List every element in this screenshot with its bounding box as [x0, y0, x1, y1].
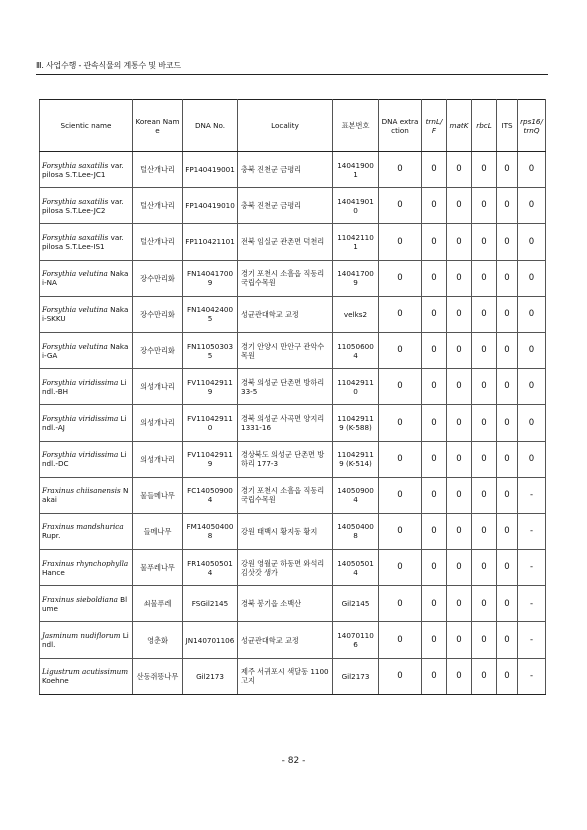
species-epithet: Forsythia saxatilis: [42, 232, 109, 242]
species-epithet: Forsythia velutina: [42, 341, 108, 351]
species-author: var. pilosa S.T.Lee-JC2: [42, 196, 124, 215]
species-author: Nakai-SKKU: [42, 305, 129, 324]
table-row: [40, 224, 546, 260]
cell-dna-extraction: 0: [379, 332, 422, 368]
cell-rps16-trnq: 0: [518, 369, 546, 405]
col-korean-name: Korean Name: [133, 100, 183, 152]
table-row: [40, 332, 546, 368]
species-author: Nakai: [42, 486, 129, 505]
cell-specimen-no: 140419010: [333, 188, 379, 224]
cell-dna-extraction: 0: [379, 550, 422, 586]
cell-its: 0: [497, 188, 518, 224]
species-author: Lindl.: [42, 631, 129, 650]
cell-rbcl: 0: [472, 152, 497, 188]
cell-specimen-no: 110429110: [333, 369, 379, 405]
cell-scientific-name: [40, 332, 133, 368]
cell-dna-extraction: 0: [379, 658, 422, 694]
cell-scientific-name: [40, 622, 133, 658]
cell-specimen-no: velks2: [333, 296, 379, 332]
table-body: [40, 152, 546, 695]
cell-its: 0: [497, 369, 518, 405]
cell-specimen-no: 140509004: [333, 477, 379, 513]
cell-korean-name: 장수만리화: [133, 296, 183, 332]
cell-rbcl: 0: [472, 369, 497, 405]
col-trnl-f: trnL/F: [422, 100, 447, 152]
col-specimen-no: 표본번호: [333, 100, 379, 152]
cell-rbcl: 0: [472, 513, 497, 549]
cell-rbcl: 0: [472, 622, 497, 658]
cell-matk: 0: [447, 513, 472, 549]
table-row: [40, 152, 546, 188]
table-row: [40, 513, 546, 549]
col-its: ITS: [497, 100, 518, 152]
species-epithet: Forsythia saxatilis: [42, 196, 109, 206]
cell-scientific-name: [40, 224, 133, 260]
page-number: - 82 -: [281, 756, 306, 766]
cell-korean-name: 의성개나리: [133, 441, 183, 477]
cell-dna-no: FV110429119: [183, 369, 238, 405]
cell-scientific-name: [40, 477, 133, 513]
col-matk: matK: [447, 100, 472, 152]
cell-trnl-f: 0: [422, 441, 447, 477]
cell-specimen-no: 140505014: [333, 550, 379, 586]
cell-matk: 0: [447, 550, 472, 586]
species-epithet: Forsythia saxatilis: [42, 160, 109, 170]
cell-locality: 충북 진천군 금평리: [238, 188, 333, 224]
cell-specimen-no: 110421101: [333, 224, 379, 260]
cell-scientific-name: [40, 405, 133, 441]
cell-korean-name: 영춘화: [133, 622, 183, 658]
cell-trnl-f: 0: [422, 550, 447, 586]
species-epithet: Fraxinus mandshurica: [42, 522, 124, 532]
cell-trnl-f: 0: [422, 224, 447, 260]
cell-locality: 경북 봉기읍 소백산: [238, 586, 333, 622]
species-author: Rupr.: [42, 531, 61, 541]
cell-trnl-f: 0: [422, 513, 447, 549]
cell-trnl-f: 0: [422, 188, 447, 224]
cell-trnl-f: 0: [422, 405, 447, 441]
table-row: [40, 586, 546, 622]
table-row: [40, 477, 546, 513]
cell-rps16-trnq: 0: [518, 152, 546, 188]
table-row: [40, 188, 546, 224]
cell-rbcl: 0: [472, 188, 497, 224]
species-author: Nakai-NA: [42, 269, 129, 288]
table-header-row: [40, 100, 546, 152]
cell-locality: 전북 임실군 관촌면 덕천리: [238, 224, 333, 260]
cell-matk: 0: [447, 296, 472, 332]
cell-dna-no: FR140505014: [183, 550, 238, 586]
cell-dna-extraction: 0: [379, 405, 422, 441]
cell-specimen-no: Gil2145: [333, 586, 379, 622]
cell-dna-no: FV110429119: [183, 441, 238, 477]
cell-dna-extraction: 0: [379, 260, 422, 296]
cell-rbcl: 0: [472, 586, 497, 622]
cell-its: 0: [497, 152, 518, 188]
cell-dna-no: FN140417009: [183, 260, 238, 296]
species-author: Koehne: [42, 676, 69, 686]
cell-korean-name: 장수만리화: [133, 260, 183, 296]
cell-dna-extraction: 0: [379, 586, 422, 622]
cell-matk: 0: [447, 405, 472, 441]
cell-specimen-no: 110429119 (K-514): [333, 441, 379, 477]
cell-locality: 성균관대학교 교정: [238, 296, 333, 332]
cell-scientific-name: [40, 441, 133, 477]
cell-locality: 강원 태백시 황지동 황지: [238, 513, 333, 549]
cell-specimen-no: 140504008: [333, 513, 379, 549]
cell-its: 0: [497, 224, 518, 260]
cell-scientific-name: [40, 513, 133, 549]
table-row: [40, 369, 546, 405]
cell-dna-extraction: 0: [379, 224, 422, 260]
cell-dna-extraction: 0: [379, 622, 422, 658]
cell-matk: 0: [447, 622, 472, 658]
cell-its: 0: [497, 550, 518, 586]
table-row: [40, 441, 546, 477]
cell-rbcl: 0: [472, 441, 497, 477]
species-author: var. pilosa S.T.Lee-JC1: [42, 160, 124, 179]
cell-trnl-f: 0: [422, 369, 447, 405]
cell-locality: 경북 의성군 단촌면 방하리 33-5: [238, 369, 333, 405]
col-dna-extraction: DNA extraction: [379, 100, 422, 152]
cell-rps16-trnq: 0: [518, 441, 546, 477]
cell-korean-name: 의성개나리: [133, 369, 183, 405]
species-epithet: Forsythia velutina: [42, 269, 108, 279]
cell-rbcl: 0: [472, 224, 497, 260]
cell-its: 0: [497, 477, 518, 513]
cell-locality: 경기 포천시 소흘읍 직동리 국립수목원: [238, 260, 333, 296]
cell-specimen-no: 140701106: [333, 622, 379, 658]
page-header: Ⅲ. 사업수행 - 관속식물의 계통수 및 바코드: [36, 61, 181, 70]
cell-specimen-no: 110429119 (K-588): [333, 405, 379, 441]
cell-trnl-f: 0: [422, 586, 447, 622]
cell-rbcl: 0: [472, 477, 497, 513]
table-row: [40, 658, 546, 694]
cell-dna-no: JN140701106: [183, 622, 238, 658]
table-row: [40, 405, 546, 441]
cell-dna-no: FSGil2145: [183, 586, 238, 622]
cell-its: 0: [497, 296, 518, 332]
cell-korean-name: 털산개나리: [133, 152, 183, 188]
cell-rps16-trnq: 0: [518, 332, 546, 368]
cell-korean-name: 들메나무: [133, 513, 183, 549]
cell-locality: 충북 진천군 금평리: [238, 152, 333, 188]
species-epithet: Ligustrum acutissimum: [42, 667, 129, 677]
cell-dna-extraction: 0: [379, 477, 422, 513]
cell-its: 0: [497, 332, 518, 368]
table-row: [40, 296, 546, 332]
cell-its: 0: [497, 586, 518, 622]
species-author: Lindl.-DC: [42, 450, 127, 469]
species-author: Hance: [42, 567, 65, 577]
col-scientific-name: Scientic name: [40, 100, 133, 152]
cell-korean-name: 털산개나리: [133, 224, 183, 260]
cell-dna-extraction: 0: [379, 296, 422, 332]
cell-dna-no: FP110421101: [183, 224, 238, 260]
cell-rps16-trnq: -: [518, 586, 546, 622]
cell-trnl-f: 0: [422, 332, 447, 368]
table-row: [40, 260, 546, 296]
species-epithet: Forsythia viridissima: [42, 413, 119, 423]
cell-its: 0: [497, 260, 518, 296]
cell-its: 0: [497, 658, 518, 694]
species-epithet: Forsythia velutina: [42, 305, 108, 315]
cell-dna-extraction: 0: [379, 188, 422, 224]
cell-dna-no: FC140509004: [183, 477, 238, 513]
col-rbcl: rbcL: [472, 100, 497, 152]
species-author: Lindl.-AJ: [42, 413, 127, 432]
cell-korean-name: 털산개나리: [133, 188, 183, 224]
cell-scientific-name: [40, 369, 133, 405]
cell-dna-no: FV110429110: [183, 405, 238, 441]
cell-locality: 경기 안양시 만안구 관악수목원: [238, 332, 333, 368]
species-epithet: Jasminum nudiflorum: [42, 631, 121, 641]
cell-rbcl: 0: [472, 296, 497, 332]
cell-matk: 0: [447, 224, 472, 260]
col-rps16-trnq: rps16/trnQ: [518, 100, 546, 152]
cell-trnl-f: 0: [422, 296, 447, 332]
cell-locality: 경기 포천시 소흘읍 직동리 국립수목원: [238, 477, 333, 513]
cell-matk: 0: [447, 586, 472, 622]
cell-matk: 0: [447, 369, 472, 405]
cell-korean-name: 물푸레나무: [133, 550, 183, 586]
cell-matk: 0: [447, 260, 472, 296]
cell-trnl-f: 0: [422, 622, 447, 658]
cell-rps16-trnq: 0: [518, 260, 546, 296]
cell-trnl-f: 0: [422, 152, 447, 188]
table-row: [40, 622, 546, 658]
cell-scientific-name: [40, 586, 133, 622]
cell-scientific-name: [40, 152, 133, 188]
cell-scientific-name: [40, 296, 133, 332]
cell-rps16-trnq: -: [518, 622, 546, 658]
cell-dna-no: FP140419010: [183, 188, 238, 224]
species-author: var. pilosa S.T.Lee-IS1: [42, 232, 124, 251]
cell-rbcl: 0: [472, 332, 497, 368]
cell-matk: 0: [447, 188, 472, 224]
cell-rps16-trnq: -: [518, 550, 546, 586]
cell-specimen-no: 110506004: [333, 332, 379, 368]
cell-dna-no: Gil2173: [183, 658, 238, 694]
cell-its: 0: [497, 441, 518, 477]
cell-matk: 0: [447, 658, 472, 694]
cell-its: 0: [497, 513, 518, 549]
cell-scientific-name: [40, 658, 133, 694]
cell-rbcl: 0: [472, 260, 497, 296]
col-dna-no: DNA No.: [183, 100, 238, 152]
cell-rbcl: 0: [472, 658, 497, 694]
cell-dna-no: FM140504008: [183, 513, 238, 549]
cell-specimen-no: Gil2173: [333, 658, 379, 694]
cell-rps16-trnq: -: [518, 477, 546, 513]
cell-korean-name: 산동쥐똥나무: [133, 658, 183, 694]
cell-matk: 0: [447, 441, 472, 477]
cell-rps16-trnq: 0: [518, 296, 546, 332]
cell-specimen-no: 140417009: [333, 260, 379, 296]
cell-scientific-name: [40, 550, 133, 586]
cell-locality: 강원 영월군 하동면 와석리 김삿갓 생가: [238, 550, 333, 586]
cell-locality: 경상북도 의성군 단촌면 방하리 177-3: [238, 441, 333, 477]
header-rule: [36, 74, 548, 75]
cell-dna-no: FN140424005: [183, 296, 238, 332]
cell-matk: 0: [447, 152, 472, 188]
cell-dna-extraction: 0: [379, 369, 422, 405]
cell-trnl-f: 0: [422, 477, 447, 513]
cell-specimen-no: 140419001: [333, 152, 379, 188]
species-epithet: Forsythia viridissima: [42, 450, 119, 460]
col-locality: Locality: [238, 100, 333, 152]
species-author: Blume: [42, 594, 128, 613]
barcode-table: [39, 99, 546, 695]
cell-its: 0: [497, 405, 518, 441]
cell-locality: 제주 서귀포시 색달동 1100고지: [238, 658, 333, 694]
cell-its: 0: [497, 622, 518, 658]
table-row: [40, 550, 546, 586]
cell-scientific-name: [40, 188, 133, 224]
cell-rps16-trnq: 0: [518, 224, 546, 260]
species-epithet: Fraxinus chiisanensis: [42, 486, 121, 496]
species-epithet: Forsythia viridissima: [42, 377, 119, 387]
cell-rps16-trnq: -: [518, 513, 546, 549]
cell-dna-extraction: 0: [379, 441, 422, 477]
cell-rps16-trnq: 0: [518, 188, 546, 224]
cell-korean-name: 쇠물푸레: [133, 586, 183, 622]
cell-korean-name: 물들메나무: [133, 477, 183, 513]
species-epithet: Fraxinus rhynchophylla: [42, 558, 129, 568]
cell-korean-name: 장수만리화: [133, 332, 183, 368]
cell-rbcl: 0: [472, 405, 497, 441]
cell-trnl-f: 0: [422, 260, 447, 296]
cell-rbcl: 0: [472, 550, 497, 586]
cell-rps16-trnq: -: [518, 658, 546, 694]
cell-korean-name: 의성개나리: [133, 405, 183, 441]
cell-rps16-trnq: 0: [518, 405, 546, 441]
species-epithet: Fraxinus sieboldiana: [42, 594, 118, 604]
cell-matk: 0: [447, 332, 472, 368]
cell-dna-extraction: 0: [379, 152, 422, 188]
cell-dna-extraction: 0: [379, 513, 422, 549]
cell-scientific-name: [40, 260, 133, 296]
cell-locality: 경북 의성군 사곡면 양지리 1331-16: [238, 405, 333, 441]
species-author: Nakai-GA: [42, 341, 129, 360]
cell-trnl-f: 0: [422, 658, 447, 694]
cell-matk: 0: [447, 477, 472, 513]
cell-dna-no: FP140419001: [183, 152, 238, 188]
cell-dna-no: FN110503035: [183, 332, 238, 368]
cell-locality: 성균관대학교 교정: [238, 622, 333, 658]
species-author: Lindl.-BH: [42, 377, 127, 396]
